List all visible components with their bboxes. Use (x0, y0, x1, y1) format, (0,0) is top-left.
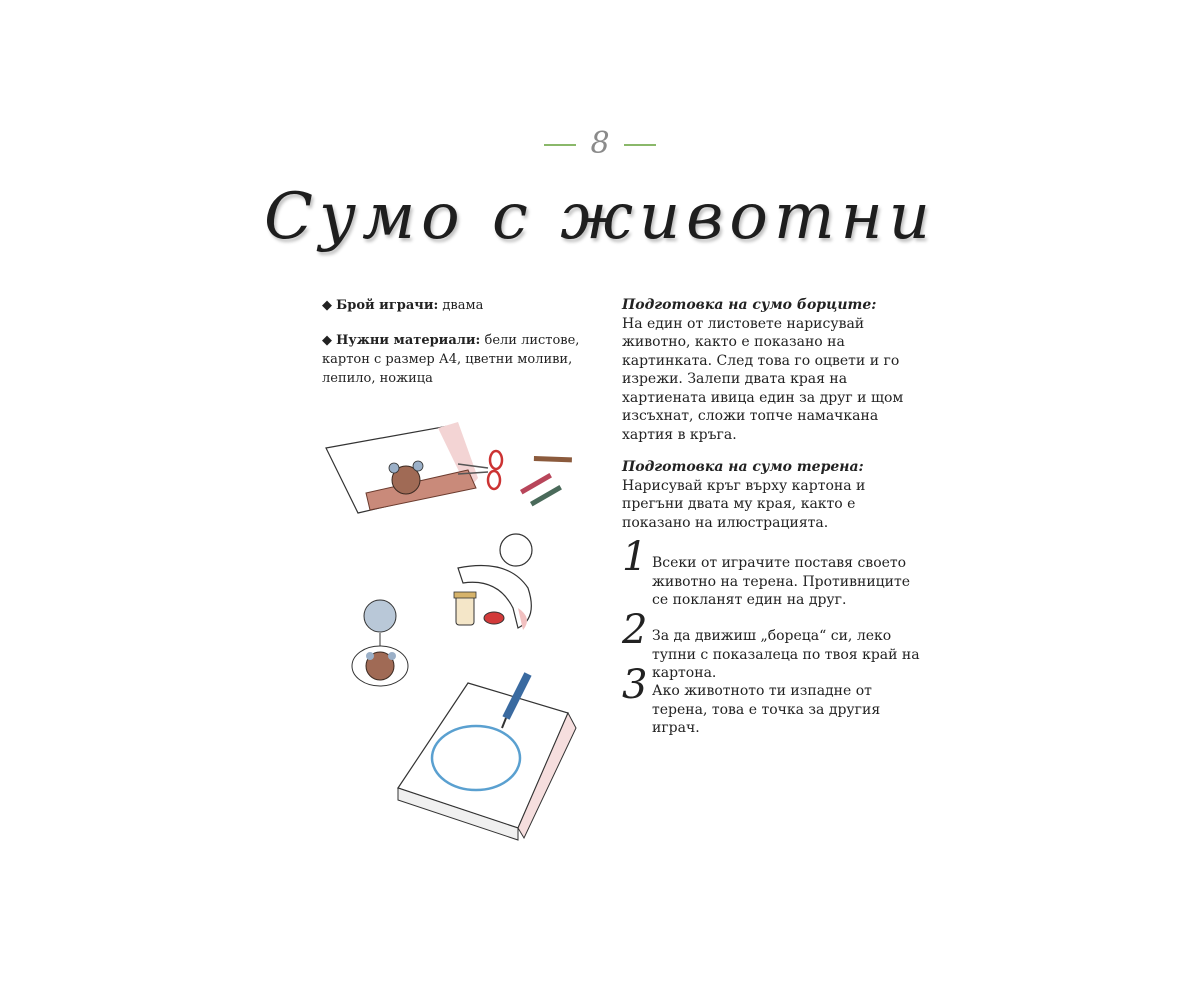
left-rule (544, 144, 576, 146)
page-title: Сумо с животни (263, 180, 937, 254)
step-number: 1 (622, 534, 648, 580)
animal-figure-illustration (352, 600, 408, 686)
right-rule (624, 144, 656, 146)
chapter-number-text: 8 (590, 126, 610, 161)
preparation-section (622, 296, 912, 546)
step-text: Всеки от играчите поставя своето животно на терена. Противниците се покланят един на друг. (652, 555, 911, 608)
prep-fighters-heading: Подготовка на сумо борците: (622, 297, 877, 313)
step-text: За да движиш „бореца“ си, леко тупни с показалеца по твоя край на картона. (652, 628, 920, 681)
materials-value: бели листове, картон с размер А4, цветни моливи, лепило, ножица (322, 333, 580, 386)
prep-arena-text: Нарисувай кръг върху картона и прегъни двата му края, както е показано на илюстрацията. (622, 477, 866, 531)
materials-label: Нужни материали: (336, 333, 481, 348)
step-1 (622, 534, 922, 610)
illustration (318, 418, 588, 848)
glue-stick-icon (454, 592, 504, 625)
pencils-icon (520, 456, 572, 506)
step-2 (622, 607, 922, 683)
chapter-number (0, 126, 1200, 161)
step-text: Ако животното ти изпадне от терена, това е точка за другия играч. (652, 683, 881, 736)
step-3 (622, 662, 922, 738)
step-number: 3 (622, 662, 648, 708)
players-label: Брой играчи: (336, 298, 439, 313)
game-info (322, 296, 582, 404)
materials-info: ◆ Нужни материали: бели листове, картон с размер А4, цветни моливи, лепило, ножица (322, 333, 580, 386)
players-info: ◆ Брой играчи: двама (322, 298, 484, 313)
prep-arena-heading: Подготовка на сумо терена: (622, 459, 864, 475)
prep-fighters-text: На един от листовете нарисувай животно, както е показано на картинката. След това го оцвети и го изрежи. Залепи двата края на хартиената ивица един за друг и щом изсъхнат, сложи топче намачкана хартия в кръга. (622, 315, 904, 443)
cardboard-arena-illustration (398, 674, 576, 840)
step-number: 2 (622, 607, 648, 653)
players-value: двама (442, 298, 484, 313)
paper-strip-illustration (326, 422, 478, 513)
